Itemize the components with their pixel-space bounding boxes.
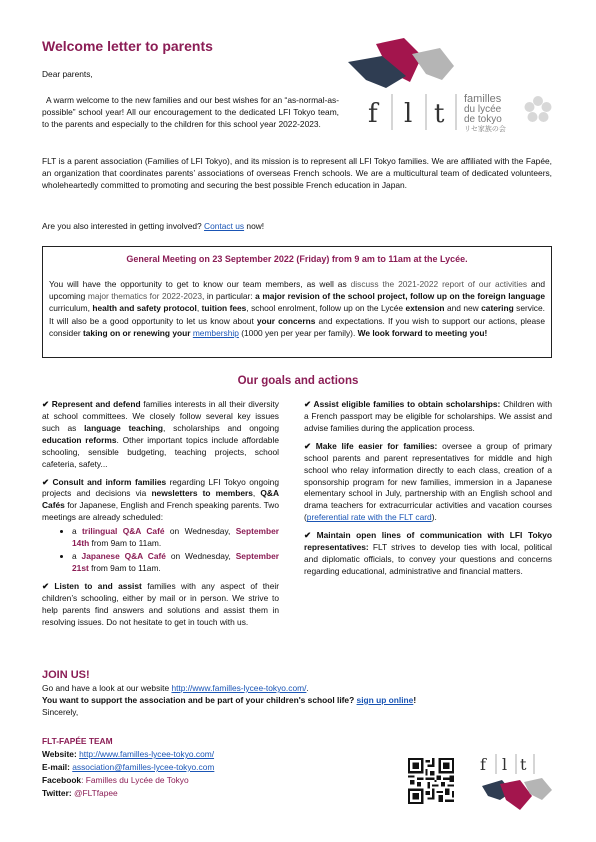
flt-card-link[interactable]: preferential rate with the FLT card xyxy=(306,512,432,523)
join-title: JOIN US! xyxy=(42,669,90,681)
about-paragraph: FLT is a parent association (Families of LFI Tokyo), and its mission is to represent all LFI Tokyo families. We are affiliated with the Fapée, an organization that coordinates parents’ associations of overseas French schools. We are a multicultural team of dedicated volunteers, wholeheartedly committed to promoting and securing the best possible French education in Japan. xyxy=(42,156,552,190)
sign-up-link[interactable]: sign up online xyxy=(356,694,414,705)
team-email-link[interactable]: association@familles-lycee-tokyo.com xyxy=(72,762,215,773)
goal-easier-life: ✔ Make life easier for families: oversee a group of primary school parents and parent representatives for middle and high school who relay information directly to each class, creation of a sponsorship program for new families, immersion in a Japanese elementary school in July, partnership with an English school and drama teachers for extracurricular activities and vacation courses (preferential rate with the FLT card). xyxy=(304,440,552,523)
small-logo-letter-l: l xyxy=(502,755,508,774)
logo-japanese: リセ家族の会 xyxy=(464,126,506,133)
membership-link[interactable]: membership xyxy=(192,327,239,338)
list-item: • a Japanese Q&A Café on Wednesday, September 21st from 9am to 11am. xyxy=(72,551,279,575)
intro-paragraph: A warm welcome to the new families and our best wishes for an “as-normal-as-possible” school year! All our encouragement to the dedicated LFI Tokyo team, to the parents and especially to the children for this school year 2022-2023. xyxy=(42,95,339,129)
involve-line: Are you also interested in getting involved? Contact us now! xyxy=(42,221,265,231)
logo-letter-t: t xyxy=(434,99,445,129)
goal-consult: ✔ Consult and inform families regarding LFI Tokyo ongoing projects and decisions via newsletters to members, Q&A Cafés for Japanese, English and French speaking parents. Two meetings are already scheduled: xyxy=(42,476,279,523)
contact-us-link[interactable]: Contact us xyxy=(204,221,245,231)
meeting-box xyxy=(42,246,552,358)
small-logo-letter-f: f xyxy=(480,755,486,774)
meeting-body: You will have the opportunity to get to know our team members, as well as discuss the 2021-2022 report of our activities and upcoming major thematics for 2022-2023, in particular: a major revision of the school project, follow up on the foreign language curriculum, health and safety protocol, tuition fees, school enrolment, follow up on the Lycée extension and new catering service. It will also be a good opportunity to let us know about your concerns and expectations. If you wish to support our actions, please consider taking on or renewing your membership (1000 yen per year per family). We look forward to meeting you! xyxy=(49,279,546,338)
team-contact: FLT-FAPÉE TEAM Website: http://www.familles-lycee-tokyo.com/ E-mail: association@familles-lycee-tokyo.com Facebook: Familles du Lycée de Tokyo Twitter: @FLTfapee xyxy=(42,736,215,799)
flt-logo-small xyxy=(472,750,554,812)
logo-familles: familles xyxy=(464,93,502,105)
blossom-icon xyxy=(525,96,552,122)
logo-letter-l: l xyxy=(404,99,413,129)
logo-dulycee: du lycée xyxy=(464,104,502,115)
goals-title: Our goals and actions xyxy=(237,375,359,387)
twitter-link[interactable]: @FLTfapee xyxy=(73,788,118,799)
page-title: Welcome letter to parents xyxy=(42,38,213,54)
goal-listen: ✔ Listen to and assist families with any aspect of their children’s schooling, either by mail or in person. We strive to help parents find answers and solutions and assist them in resolving issues. Do not hesitate to get in touch with us. xyxy=(42,580,280,627)
team-website-link[interactable]: http://www.familles-lycee-tokyo.com/ xyxy=(79,749,215,760)
logo-letter-f: f xyxy=(368,99,378,129)
facebook-link[interactable]: : Familles du Lycée de Tokyo xyxy=(81,775,189,786)
goal-scholarships: ✔ Assist eligible families to obtain scholarships: Children with a French passport may be eligible for scholarships. We assist and advise families during the application process. xyxy=(304,399,552,433)
qr-code-icon[interactable] xyxy=(408,758,454,804)
meeting-title: General Meeting on 23 September 2022 (Friday) from 9 am to 11am at the Lycée. xyxy=(126,254,468,264)
goal-represent: ✔ Represent and defend families interests in all their diversity at school committees. We closely follow several key issues such as language teaching, scholarships and ongoing education reforms. Other important topics include affordable schooling, sensible budgeting, teaching projects, school cafeteria, safety... xyxy=(42,399,279,469)
qa-cafe-list xyxy=(42,526,279,575)
goals-right-column xyxy=(304,399,552,584)
flt-logo xyxy=(346,36,556,136)
greeting: Dear parents, xyxy=(42,69,93,79)
list-item: • a trilingual Q&A Café on Wednesday, September 14th from 9am to 11am. xyxy=(72,526,279,550)
join-body: Go and have a look at our website http://www.familles-lycee-tokyo.com/. You want to support the association and be part of your children's school life? sign up online! Sincerely, xyxy=(42,683,417,717)
small-logo-letter-t: t xyxy=(520,755,527,774)
website-link[interactable]: http://www.familles-lycee-tokyo.com/ xyxy=(171,683,307,693)
goals-left-column xyxy=(42,399,279,635)
goal-communication: ✔ Maintain open lines of communication with LFI Tokyo representatives: FLT strives to develop ties with local, political and diplomatic officials, to convey your questions and concerns regarding educational, administrative and financial matters. xyxy=(304,530,552,576)
team-title: FLT-FAPÉE TEAM xyxy=(42,736,113,746)
logo-detokyo: de tokyo xyxy=(464,114,502,125)
